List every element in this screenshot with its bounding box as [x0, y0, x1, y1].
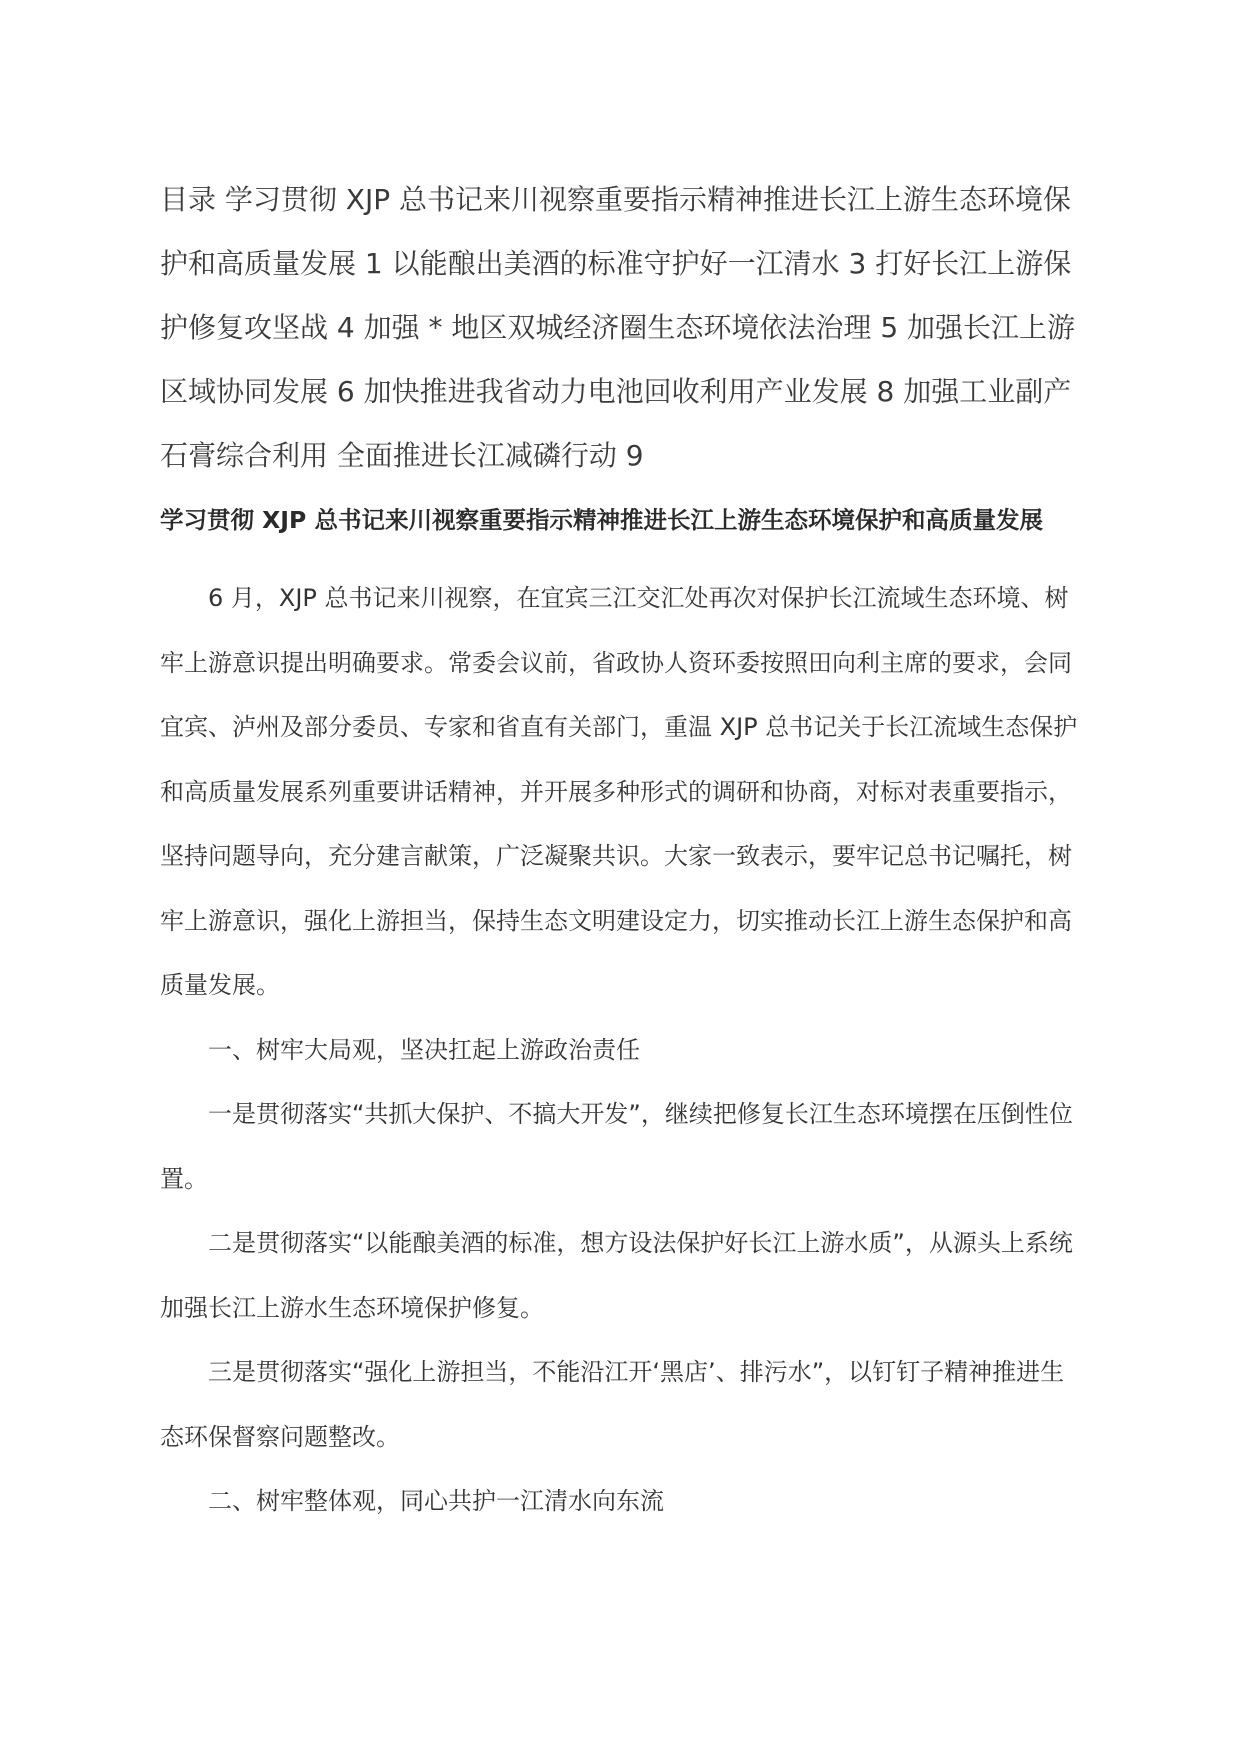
article-body [160, 566, 1080, 1534]
table-of-contents: 目录 学习贯彻 XJP 总书记来川视察重要指示精神推进长江上游生态环境保护和高质量发展 1 以能酿出美酒的标准守护好一江清水 3 打好长江上游保护修复攻坚战 4 加强 * 地区双城经济圈生态环境依法治理 5 加强长江上游区域协同发展 6 加快推进我省动力电池回收利用产业发展 8 加强工业副产石膏综合利用 全面推进长江减磷行动 9 [160, 183, 1076, 472]
section-heading-1: 一、树牢大局观，坚决扛起上游政治责任 [208, 1035, 640, 1064]
section-heading-2: 二、树牢整体观，同心共护一江清水向东流 [208, 1487, 664, 1515]
paragraph-point-1: 一是贯彻落实“共抓大保护、不搞大开发”，继续把修复长江生态环境摆在压倒性位置。 [160, 1100, 1073, 1193]
paragraph-intro: 6 月，XJP 总书记来川视察，在宜宾三江交汇处再次对保护长江流域生态环境、树牢上游意识提出明确要求。常委会议前，省政协人资环委按照田向利主席的要求，会同宜宾、泸州及部分委员、专家和省直有关部门，重温 XJP 总书记关于长江流域生态保护和高质量发展系列重要讲话精神，并开展多种形式的调研和协商，对标对表重要指示，坚持问题导向，充分建言献策，广泛凝聚共识。大家一致表示，要牢记总书记嘱托，树牢上游意识，强化上游担当，保持生态文明建设定力，切实推动长江上游生态保护和高质量发展。 [160, 584, 1078, 999]
paragraph-point-2: 二是贯彻落实“以能酿美酒的标准，想方设法保护好长江上游水质”，从源头上系统加强长江上游水生态环境保护修复。 [160, 1229, 1073, 1322]
paragraph-point-3: 三是贯彻落实“强化上游担当，不能沿江开‘黑店’、排污水”，以钉钉子精神推进生态环保督察问题整改。 [160, 1358, 1065, 1451]
article-title: 学习贯彻 XJP 总书记来川视察重要指示精神推进长江上游生态环境保护和高质量发展 [160, 506, 1043, 534]
